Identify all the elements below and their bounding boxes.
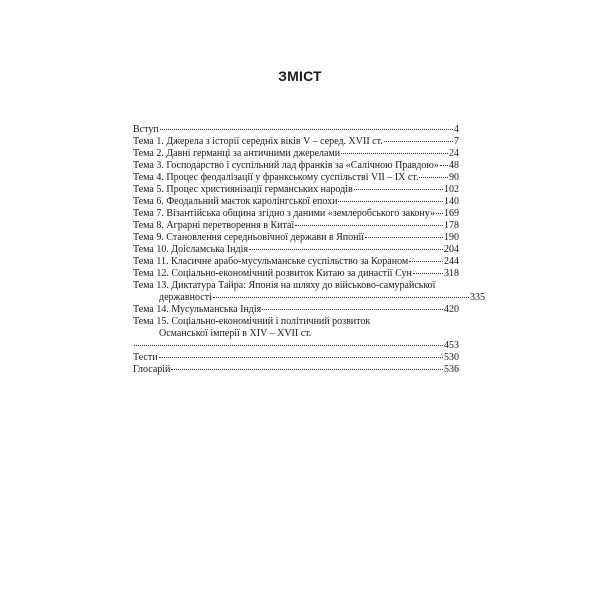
toc-entry [133,208,459,220]
dot-leader [413,273,443,274]
toc-entry [133,364,459,376]
toc-page-number: 7 [454,136,459,147]
toc-entry-label: Тема 9. Становлення середньовічної держави в Японії [133,232,365,243]
dot-leader [365,237,443,238]
toc-page-number: 190 [444,232,459,243]
toc-entry [133,148,459,160]
toc-entry [133,124,459,136]
toc-entry-label: Тести [133,352,158,363]
toc-page-number: 335 [470,292,485,303]
toc-entry-label: Тема 11. Класичне арабо-мусульманське суспільство за Кораном [133,256,409,267]
toc-page-number: 536 [444,364,459,375]
toc-entry-label-line2: Османської імперії в XIV – XVII ст. [159,328,312,339]
toc-entry-label-line1: Тема 15. Соціально-економічний і політичний розвиток [133,316,371,327]
toc-entry-label: Тема 14. Мусульманська Індія [133,304,262,315]
toc-entry-label: Глосарій [133,364,171,375]
toc-entry-label: Вступ [133,124,159,135]
toc-entry-label: Тема 8. Аграрні перетворення в Китаї [133,220,295,231]
toc-entry-label: Тема 1. Джерела з історії середніх віків V – серед. XVII ст. [133,136,383,147]
toc-entry [133,220,459,232]
toc-entries [133,124,459,280]
toc-entry-label-line2: державності [159,292,212,303]
toc-page-number: 420 [444,304,459,315]
toc-entry [133,136,459,148]
toc-entry-label: Тема 12. Соціально-економічний розвиток Китаю за династії Сун [133,268,412,279]
toc-page-number: 318 [444,268,459,279]
toc-entry-label: Тема 10. Доісламська Індія [133,244,248,255]
toc-entry [133,256,459,268]
toc-entry-label: Тема 7. Візантійська община згідно з даними «землеробського закону» [133,208,436,219]
toc-entry-15 [133,316,459,352]
toc-entry [133,196,459,208]
toc-entry-label: Тема 4. Процес феодалізації у франкському суспільстві VII – IX ст. [133,172,419,183]
dot-leader [159,357,443,358]
dot-leader [134,345,443,346]
table-of-contents [133,124,485,376]
dot-leader [249,249,443,250]
page-title: ЗМІСТ [278,68,322,84]
toc-entry [133,184,459,196]
toc-entry [133,268,459,280]
toc-page-number: 244 [444,256,459,267]
toc-page-number: 178 [444,220,459,231]
toc-page-number: 169 [444,208,459,219]
toc-page-number: 204 [444,244,459,255]
dot-leader [341,153,448,154]
dot-leader [338,201,443,202]
toc-entry-label-line1: Тема 13. Диктатура Тайра: Японія на шляху до військово-самурайської [133,280,436,291]
dot-leader [160,129,453,130]
toc-page-number: 24 [449,148,459,159]
toc-entry [133,160,459,172]
dot-leader [213,297,469,298]
dot-leader [262,309,443,310]
dot-leader [409,261,443,262]
dot-leader [295,225,443,226]
toc-entry-13 [133,280,485,304]
toc-page-number: 4 [454,124,459,135]
dot-leader [419,177,448,178]
toc-tail-entries [133,352,459,376]
toc-entry-label: Тема 6. Феодальний маєток каролінгської епохи [133,196,338,207]
dot-leader [384,141,453,142]
dot-leader [354,189,443,190]
toc-entry-label: Тема 5. Процес християнізації германських народів [133,184,353,195]
dot-leader [440,165,448,166]
toc-page-number: 48 [449,160,459,171]
toc-entry-label: Тема 3. Господарство і суспільний лад франків за «Салічною Правдою» [133,160,439,171]
toc-entry [133,172,459,184]
toc-entry [133,232,459,244]
toc-page-number: 140 [444,196,459,207]
toc-entry-14 [133,304,459,316]
dot-leader [171,369,443,370]
toc-page-number: 102 [444,184,459,195]
toc-page-number: 530 [444,352,459,363]
toc-entry [133,352,459,364]
toc-entry [133,244,459,256]
toc-page-number: 453 [444,340,459,351]
toc-page-number: 90 [449,172,459,183]
toc-entry-label: Тема 2. Давні германці за античними джерелами [133,148,341,159]
dot-leader [436,213,443,214]
